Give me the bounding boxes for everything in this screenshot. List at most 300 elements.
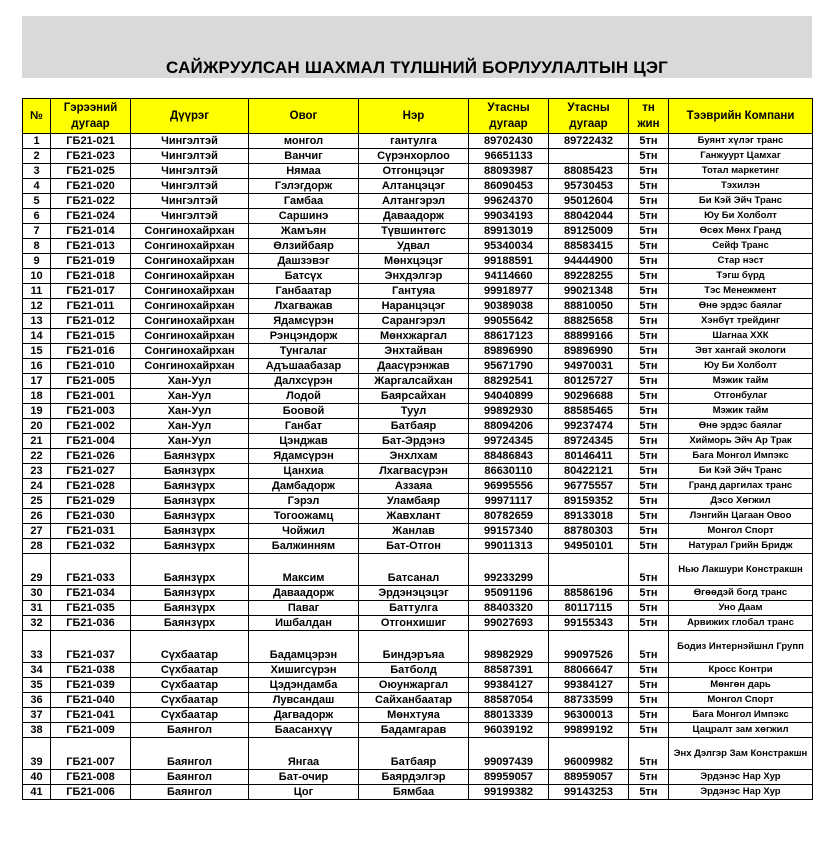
- phone-1: 99233299: [469, 554, 549, 586]
- phone-1: 86630110: [469, 464, 549, 479]
- table-row: [23, 179, 813, 194]
- phone-2: 88066647: [549, 663, 629, 678]
- district: Баянзүрх: [131, 554, 249, 586]
- col-header-number: №: [23, 99, 51, 134]
- phone-2: 89125009: [549, 224, 629, 239]
- district: Чингэлтэй: [131, 134, 249, 149]
- contract-number: ГБ21-008: [51, 770, 131, 785]
- contract-number: ГБ21-001: [51, 389, 131, 404]
- contract-number: ГБ21-027: [51, 464, 131, 479]
- table-row: [23, 284, 813, 299]
- table-row: [23, 509, 813, 524]
- table-row: [23, 419, 813, 434]
- transport-company: Хийморь Эйч Ар Трак: [669, 434, 813, 449]
- col-header-company: Тээврийн Компани: [669, 99, 813, 134]
- transport-company: Тэс Менежмент: [669, 284, 813, 299]
- contract-number: ГБ21-024: [51, 209, 131, 224]
- weight: 5тн: [629, 586, 669, 601]
- sales-points-table: [22, 98, 813, 800]
- phone-2: 96300013: [549, 708, 629, 723]
- given-name: Батболд: [359, 663, 469, 678]
- phone-1: 89896990: [469, 344, 549, 359]
- weight: 5тн: [629, 194, 669, 209]
- phone-2: 94444900: [549, 254, 629, 269]
- weight: 5тн: [629, 678, 669, 693]
- contract-number: ГБ21-019: [51, 254, 131, 269]
- phone-1: 96995556: [469, 479, 549, 494]
- row-number: 14: [23, 329, 51, 344]
- col-header-surname: Овог: [249, 99, 359, 134]
- contract-number: ГБ21-006: [51, 785, 131, 800]
- row-number: 35: [23, 678, 51, 693]
- given-name: Лхагвасүрэн: [359, 464, 469, 479]
- row-number: 13: [23, 314, 51, 329]
- given-name: Баярсайхан: [359, 389, 469, 404]
- phone-1: 99971117: [469, 494, 549, 509]
- surname: Цанхиа: [249, 464, 359, 479]
- table-row: [23, 663, 813, 678]
- weight: 5тн: [629, 554, 669, 586]
- row-number: 34: [23, 663, 51, 678]
- transport-company: Мэжик тайм: [669, 404, 813, 419]
- given-name: Сайханбаатар: [359, 693, 469, 708]
- contract-number: ГБ21-034: [51, 586, 131, 601]
- row-number: 28: [23, 539, 51, 554]
- district: Баянзүрх: [131, 539, 249, 554]
- district: Чингэлтэй: [131, 179, 249, 194]
- phone-2: 88583415: [549, 239, 629, 254]
- weight: 5тн: [629, 344, 669, 359]
- phone-1: 99027693: [469, 616, 549, 631]
- row-number: 31: [23, 601, 51, 616]
- district: Сонгинохайрхан: [131, 344, 249, 359]
- district: Баянзүрх: [131, 616, 249, 631]
- given-name: Оюунжаргал: [359, 678, 469, 693]
- given-name: Гантуяа: [359, 284, 469, 299]
- given-name: Сүрэнхорлоо: [359, 149, 469, 164]
- transport-company: Тотал маркетинг: [669, 164, 813, 179]
- weight: 5тн: [629, 434, 669, 449]
- phone-2: 88780303: [549, 524, 629, 539]
- page-title: САЙЖРУУЛСАН ШАХМАЛ ТҮЛШНИЙ БОРЛУУЛАЛТЫН ЦЭГ: [166, 58, 668, 77]
- contract-number: ГБ21-021: [51, 134, 131, 149]
- table-row: [23, 524, 813, 539]
- contract-number: ГБ21-014: [51, 224, 131, 239]
- table-row: [23, 554, 813, 586]
- given-name: Биндэръяа: [359, 631, 469, 663]
- row-number: 7: [23, 224, 51, 239]
- col-header-contract: Гэрээний дугаар: [51, 99, 131, 134]
- row-number: 20: [23, 419, 51, 434]
- phone-1: 89959057: [469, 770, 549, 785]
- transport-company: Шагнаа ХХК: [669, 329, 813, 344]
- table-row: [23, 299, 813, 314]
- row-number: 33: [23, 631, 51, 663]
- given-name: Батбаяр: [359, 419, 469, 434]
- row-number: 10: [23, 269, 51, 284]
- contract-number: ГБ21-010: [51, 359, 131, 374]
- table-row: [23, 464, 813, 479]
- surname: Тогоожамц: [249, 509, 359, 524]
- col-header-phone-2: Утасны дугаар: [549, 99, 629, 134]
- given-name: Түвшинтөгс: [359, 224, 469, 239]
- given-name: Батбаяр: [359, 738, 469, 770]
- transport-company: Мөнгөн дарь: [669, 678, 813, 693]
- given-name: Жанлав: [359, 524, 469, 539]
- contract-number: ГБ21-032: [51, 539, 131, 554]
- given-name: Энхтайван: [359, 344, 469, 359]
- given-name: Эрдэнэцэцэг: [359, 586, 469, 601]
- phone-1: 90389038: [469, 299, 549, 314]
- phone-1: 88093987: [469, 164, 549, 179]
- phone-1: 88486843: [469, 449, 549, 464]
- transport-company: Монгол Спорт: [669, 524, 813, 539]
- weight: 5тн: [629, 299, 669, 314]
- surname: Нямаа: [249, 164, 359, 179]
- district: Баянзүрх: [131, 509, 249, 524]
- weight: 5тн: [629, 616, 669, 631]
- phone-1: 99157340: [469, 524, 549, 539]
- weight: 5тн: [629, 524, 669, 539]
- phone-1: 94114660: [469, 269, 549, 284]
- surname: монгол: [249, 134, 359, 149]
- transport-company: Цацралт зам хөгжил: [669, 723, 813, 738]
- transport-company: Бага Монгол Импэкс: [669, 708, 813, 723]
- surname: Паваг: [249, 601, 359, 616]
- row-number: 29: [23, 554, 51, 586]
- table-row: [23, 539, 813, 554]
- transport-company: Лэнгийн Цагаан Овоо: [669, 509, 813, 524]
- row-number: 23: [23, 464, 51, 479]
- phone-2: 88042044: [549, 209, 629, 224]
- row-number: 12: [23, 299, 51, 314]
- phone-2: 94950101: [549, 539, 629, 554]
- contract-number: ГБ21-003: [51, 404, 131, 419]
- district: Баянзүрх: [131, 479, 249, 494]
- weight: 5тн: [629, 374, 669, 389]
- phone-1: 95340034: [469, 239, 549, 254]
- row-number: 9: [23, 254, 51, 269]
- district: Баянзүрх: [131, 586, 249, 601]
- transport-company: Кросс Контри: [669, 663, 813, 678]
- district: Чингэлтэй: [131, 149, 249, 164]
- phone-2: 89722432: [549, 134, 629, 149]
- row-number: 25: [23, 494, 51, 509]
- table-row: [23, 616, 813, 631]
- given-name: Аззаяа: [359, 479, 469, 494]
- district: Чингэлтэй: [131, 209, 249, 224]
- table-row: [23, 494, 813, 509]
- surname: Адъшаабазар: [249, 359, 359, 374]
- phone-1: 88013339: [469, 708, 549, 723]
- weight: 5тн: [629, 419, 669, 434]
- phone-1: 99188591: [469, 254, 549, 269]
- phone-2: 88586196: [549, 586, 629, 601]
- surname: Ядамсүрэн: [249, 314, 359, 329]
- weight: 5тн: [629, 631, 669, 663]
- district: Сүхбаатар: [131, 693, 249, 708]
- phone-1: 96039192: [469, 723, 549, 738]
- row-number: 18: [23, 389, 51, 404]
- weight: 5тн: [629, 708, 669, 723]
- given-name: Мөнхцэцэг: [359, 254, 469, 269]
- phone-1: 86090453: [469, 179, 549, 194]
- table-row: [23, 678, 813, 693]
- phone-1: 89913019: [469, 224, 549, 239]
- phone-1: 99097439: [469, 738, 549, 770]
- surname: Балжинням: [249, 539, 359, 554]
- transport-company: Бодиз Интернэйшнл Групп: [669, 631, 813, 663]
- row-number: 11: [23, 284, 51, 299]
- row-number: 41: [23, 785, 51, 800]
- weight: 5тн: [629, 359, 669, 374]
- district: Сонгинохайрхан: [131, 314, 249, 329]
- phone-1: 96651133: [469, 149, 549, 164]
- district: Сонгинохайрхан: [131, 359, 249, 374]
- phone-1: 88617123: [469, 329, 549, 344]
- table-row: [23, 738, 813, 770]
- row-number: 40: [23, 770, 51, 785]
- weight: 5тн: [629, 494, 669, 509]
- district: Хан-Уул: [131, 434, 249, 449]
- table-row: [23, 389, 813, 404]
- transport-company: Натурал Грийн Бридж: [669, 539, 813, 554]
- contract-number: ГБ21-012: [51, 314, 131, 329]
- contract-number: ГБ21-015: [51, 329, 131, 344]
- transport-company: Юу Би Холболт: [669, 359, 813, 374]
- phone-2: 89133018: [549, 509, 629, 524]
- surname: Өлзийбаяр: [249, 239, 359, 254]
- contract-number: ГБ21-026: [51, 449, 131, 464]
- contract-number: ГБ21-022: [51, 194, 131, 209]
- district: Сүхбаатар: [131, 678, 249, 693]
- phone-2: 99384127: [549, 678, 629, 693]
- district: Чингэлтэй: [131, 164, 249, 179]
- contract-number: ГБ21-041: [51, 708, 131, 723]
- phone-2: 95012604: [549, 194, 629, 209]
- contract-number: ГБ21-033: [51, 554, 131, 586]
- contract-number: ГБ21-023: [51, 149, 131, 164]
- phone-2: 99097526: [549, 631, 629, 663]
- phone-1: 88094206: [469, 419, 549, 434]
- table-row: [23, 194, 813, 209]
- given-name: Энхдэлгэр: [359, 269, 469, 284]
- weight: 5тн: [629, 770, 669, 785]
- given-name: Алтанцэцэг: [359, 179, 469, 194]
- transport-company: Эвт хангай экологи: [669, 344, 813, 359]
- transport-company: Бага Монгол Импэкс: [669, 449, 813, 464]
- transport-company: Би Кэй Эйч Транс: [669, 194, 813, 209]
- surname: Боовой: [249, 404, 359, 419]
- district: Баянгол: [131, 723, 249, 738]
- surname: Рэнцэндорж: [249, 329, 359, 344]
- given-name: Жавхлант: [359, 509, 469, 524]
- row-number: 2: [23, 149, 51, 164]
- given-name: Баттулга: [359, 601, 469, 616]
- surname: Дашзэвэг: [249, 254, 359, 269]
- table-row: [23, 269, 813, 284]
- phone-1: 99918977: [469, 284, 549, 299]
- given-name: Мөнхжаргал: [359, 329, 469, 344]
- weight: 5тн: [629, 404, 669, 419]
- given-name: Батсанал: [359, 554, 469, 586]
- weight: 5тн: [629, 329, 669, 344]
- phone-1: 88403320: [469, 601, 549, 616]
- transport-company: Уно Даам: [669, 601, 813, 616]
- given-name: Баярдэлгэр: [359, 770, 469, 785]
- given-name: Энхлхам: [359, 449, 469, 464]
- phone-2: 94970031: [549, 359, 629, 374]
- phone-2: 80422121: [549, 464, 629, 479]
- district: Хан-Уул: [131, 419, 249, 434]
- given-name: Отгонхишиг: [359, 616, 469, 631]
- row-number: 37: [23, 708, 51, 723]
- phone-1: 94040899: [469, 389, 549, 404]
- contract-number: ГБ21-029: [51, 494, 131, 509]
- district: Хан-Уул: [131, 404, 249, 419]
- table-row: [23, 434, 813, 449]
- phone-2: 89896990: [549, 344, 629, 359]
- table-row: [23, 404, 813, 419]
- contract-number: ГБ21-038: [51, 663, 131, 678]
- contract-number: ГБ21-013: [51, 239, 131, 254]
- district: Баянгол: [131, 770, 249, 785]
- phone-1: 89702430: [469, 134, 549, 149]
- contract-number: ГБ21-037: [51, 631, 131, 663]
- transport-company: Өсөх Мөнх Гранд: [669, 224, 813, 239]
- table-row: [23, 693, 813, 708]
- phone-1: 95091196: [469, 586, 549, 601]
- surname: Дагвадорж: [249, 708, 359, 723]
- phone-2: 80117115: [549, 601, 629, 616]
- given-name: Жаргалсайхан: [359, 374, 469, 389]
- phone-1: 99055642: [469, 314, 549, 329]
- district: Баянзүрх: [131, 601, 249, 616]
- col-header-name: Нэр: [359, 99, 469, 134]
- surname: Максим: [249, 554, 359, 586]
- weight: 5тн: [629, 209, 669, 224]
- row-number: 19: [23, 404, 51, 419]
- contract-number: ГБ21-018: [51, 269, 131, 284]
- transport-company: Гранд даргилах транс: [669, 479, 813, 494]
- surname: Далхсүрэн: [249, 374, 359, 389]
- given-name: Даваадорж: [359, 209, 469, 224]
- surname: Цэдэндамба: [249, 678, 359, 693]
- district: Чингэлтэй: [131, 194, 249, 209]
- phone-1: 98982929: [469, 631, 549, 663]
- surname: Янгаа: [249, 738, 359, 770]
- transport-company: Отгонбулаг: [669, 389, 813, 404]
- phone-2: 88085423: [549, 164, 629, 179]
- given-name: Наранцэцэг: [359, 299, 469, 314]
- weight: 5тн: [629, 224, 669, 239]
- phone-1: 95671790: [469, 359, 549, 374]
- surname: Дамбадорж: [249, 479, 359, 494]
- row-number: 39: [23, 738, 51, 770]
- contract-number: ГБ21-030: [51, 509, 131, 524]
- weight: 5тн: [629, 693, 669, 708]
- district: Баянзүрх: [131, 464, 249, 479]
- transport-company: Нью Лакшури Констракшн: [669, 554, 813, 586]
- surname: Цэнджав: [249, 434, 359, 449]
- surname: Батсүх: [249, 269, 359, 284]
- table-row: [23, 329, 813, 344]
- given-name: Уламбаяр: [359, 494, 469, 509]
- given-name: Бадамгарав: [359, 723, 469, 738]
- district: Сонгинохайрхан: [131, 284, 249, 299]
- surname: Цог: [249, 785, 359, 800]
- surname: Бадамцэрэн: [249, 631, 359, 663]
- phone-2: 96009982: [549, 738, 629, 770]
- table-row: [23, 723, 813, 738]
- weight: 5тн: [629, 539, 669, 554]
- contract-number: ГБ21-004: [51, 434, 131, 449]
- contract-number: ГБ21-028: [51, 479, 131, 494]
- table-row: [23, 164, 813, 179]
- row-number: 22: [23, 449, 51, 464]
- table-row: [23, 314, 813, 329]
- phone-2: 90296688: [549, 389, 629, 404]
- transport-company: Юу Би Холболт: [669, 209, 813, 224]
- phone-1: 88587391: [469, 663, 549, 678]
- surname: Гамбаа: [249, 194, 359, 209]
- district: Сонгинохайрхан: [131, 254, 249, 269]
- weight: 5тн: [629, 284, 669, 299]
- phone-2: 89228255: [549, 269, 629, 284]
- weight: 5тн: [629, 449, 669, 464]
- contract-number: ГБ21-020: [51, 179, 131, 194]
- contract-number: ГБ21-040: [51, 693, 131, 708]
- given-name: Бат-Отгон: [359, 539, 469, 554]
- district: Баянзүрх: [131, 524, 249, 539]
- transport-company: Дэсо Хөгжил: [669, 494, 813, 509]
- phone-2: 88810050: [549, 299, 629, 314]
- table-row: [23, 770, 813, 785]
- row-number: 1: [23, 134, 51, 149]
- table-row: [23, 631, 813, 663]
- contract-number: ГБ21-009: [51, 723, 131, 738]
- given-name: Даасүрэнжав: [359, 359, 469, 374]
- weight: 5тн: [629, 785, 669, 800]
- surname: Даваадорж: [249, 586, 359, 601]
- transport-company: Өгөөдэй богд транс: [669, 586, 813, 601]
- table-row: [23, 209, 813, 224]
- row-number: 15: [23, 344, 51, 359]
- contract-number: ГБ21-002: [51, 419, 131, 434]
- weight: 5тн: [629, 479, 669, 494]
- district: Сонгинохайрхан: [131, 239, 249, 254]
- weight: 5тн: [629, 239, 669, 254]
- district: Сонгинохайрхан: [131, 269, 249, 284]
- weight: 5тн: [629, 464, 669, 479]
- table-row: [23, 134, 813, 149]
- surname: Хишигсүрэн: [249, 663, 359, 678]
- given-name: Сарангэрэл: [359, 314, 469, 329]
- phone-2: 88733599: [549, 693, 629, 708]
- phone-2: 89724345: [549, 434, 629, 449]
- table-row: [23, 586, 813, 601]
- table-row: [23, 224, 813, 239]
- row-number: 5: [23, 194, 51, 209]
- row-number: 17: [23, 374, 51, 389]
- transport-company: Ганжуурт Цамхаг: [669, 149, 813, 164]
- surname: Ишбалдан: [249, 616, 359, 631]
- col-header-phone-1: Утасны дугаар: [469, 99, 549, 134]
- phone-2: [549, 554, 629, 586]
- transport-company: Өнө эрдэс баялаг: [669, 299, 813, 314]
- phone-1: 99384127: [469, 678, 549, 693]
- phone-1: 88587054: [469, 693, 549, 708]
